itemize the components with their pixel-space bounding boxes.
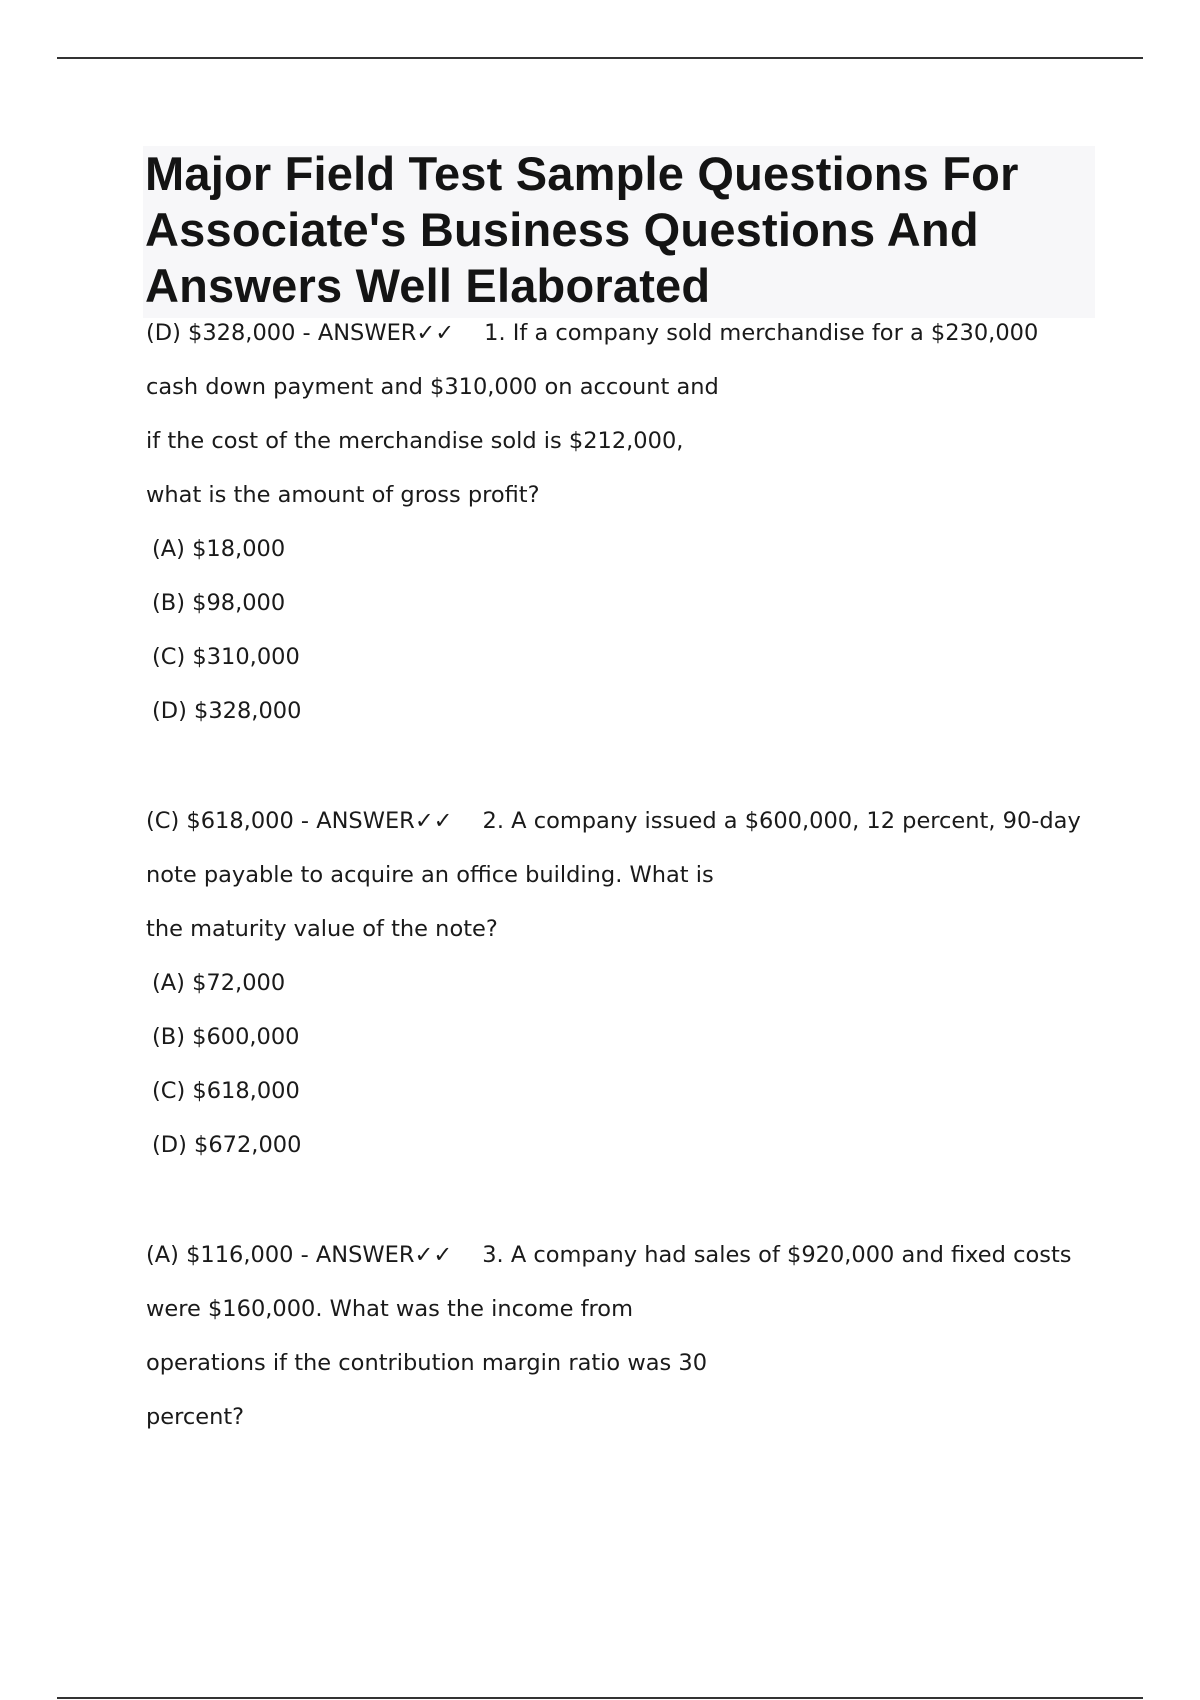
check-marks-icon: ✓✓ (414, 808, 453, 834)
option-d: (D) $328,000 (152, 698, 302, 724)
question-text-line: note payable to acquire an office building. What is (146, 862, 714, 888)
option-b: (B) $98,000 (152, 590, 286, 616)
option-c: (C) $310,000 (152, 644, 300, 670)
check-marks-icon: ✓✓ (414, 1242, 453, 1268)
question-text: 3. A company had sales of $920,000 and fixed costs (482, 1242, 1072, 1268)
question-1 (146, 306, 1106, 738)
question-text: 1. If a company sold merchandise for a $230,000 (484, 320, 1039, 346)
option-c: (C) $618,000 (152, 1078, 300, 1104)
check-marks-icon: ✓✓ (416, 320, 455, 346)
answer-label: (C) $618,000 - ANSWER (146, 808, 415, 834)
answer-label: (A) $116,000 - ANSWER (146, 1242, 415, 1268)
question-text-line: what is the amount of gross profit? (146, 482, 540, 508)
question-text-line: if the cost of the merchandise sold is $212,000, (146, 428, 684, 454)
question-text: 2. A company issued a $600,000, 12 percent, 90-day (482, 808, 1081, 834)
bottom-rule (57, 1697, 1143, 1699)
option-d: (D) $672,000 (152, 1132, 302, 1158)
question-text-line: percent? (146, 1404, 245, 1430)
option-b: (B) $600,000 (152, 1024, 300, 1050)
question-spacer (146, 738, 1106, 794)
question-3 (146, 1228, 1106, 1444)
question-text-line: were $160,000. What was the income from (146, 1296, 633, 1322)
title-block (143, 146, 1095, 318)
document-body (146, 306, 1106, 1444)
question-2 (146, 794, 1106, 1172)
answer-label: (D) $328,000 - ANSWER (146, 320, 417, 346)
document-title: Major Field Test Sample Questions For Associate's Business Questions And Answers Well Elaborated (145, 147, 1019, 312)
question-header (146, 1228, 1106, 1282)
question-header (146, 306, 1106, 360)
option-a: (A) $72,000 (152, 970, 286, 996)
question-text-line: the maturity value of the note? (146, 916, 498, 942)
option-a: (A) $18,000 (152, 536, 286, 562)
top-rule (57, 57, 1143, 59)
question-spacer (146, 1172, 1106, 1228)
question-text-line: operations if the contribution margin ratio was 30 (146, 1350, 708, 1376)
question-header (146, 794, 1106, 848)
question-text-line: cash down payment and $310,000 on account and (146, 374, 719, 400)
